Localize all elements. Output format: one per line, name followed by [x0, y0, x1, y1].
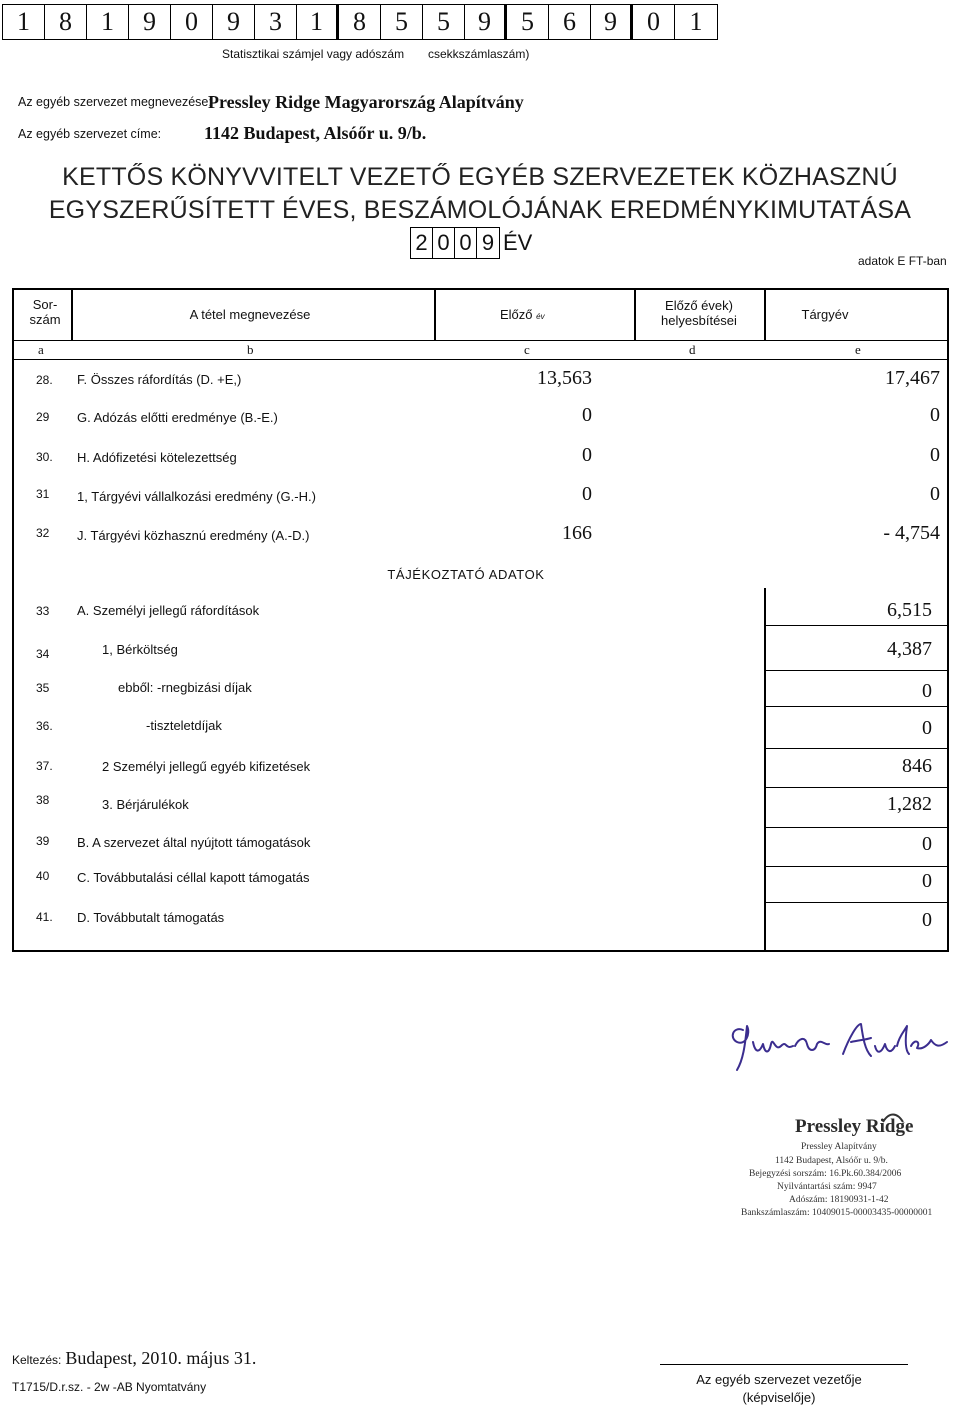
- header-item-name: A tétel megnevezése: [189, 307, 311, 322]
- row-label: G. Adózás előtti eredménye (B.-E.): [77, 410, 278, 425]
- header-sorszam: [20, 297, 70, 327]
- info-row-label: D. Továbbutalt támogatás: [77, 910, 225, 925]
- tax-digit: 6: [549, 5, 591, 39]
- info-row-label: 3. Bérjárulékok: [102, 797, 189, 812]
- year-boxes: [410, 227, 500, 259]
- signature: [725, 1016, 955, 1076]
- info-row-number: 38: [36, 793, 50, 807]
- header-prev-year-1: Előző: [500, 307, 533, 322]
- year-digit: 9: [481, 230, 495, 255]
- year-digit: 0: [455, 228, 477, 258]
- info-row-value: 0: [922, 680, 932, 702]
- column-letter-d: d: [689, 342, 696, 357]
- tax-digit: 0: [171, 5, 213, 39]
- row-number: 30.: [36, 450, 53, 464]
- header-prev-year: [500, 307, 545, 322]
- row-prev-value: 13,563: [537, 367, 592, 389]
- date-line: [12, 1348, 256, 1369]
- header-sorszam-2: szám: [29, 312, 61, 327]
- tax-digit: 9: [213, 5, 255, 39]
- info-row-label: B. A szervezet által nyújtott támogatások: [77, 835, 311, 850]
- section-title: TÁJÉKOZTATÓ ADATOK: [387, 567, 545, 582]
- info-row-value: 1,282: [887, 793, 932, 815]
- year-digit: 0: [433, 228, 455, 258]
- tax-digit: 3: [255, 5, 297, 39]
- column-letter-c: c: [524, 342, 530, 357]
- tax-digit: 8: [339, 5, 381, 39]
- row-number: 29: [36, 410, 50, 424]
- row-current-value: 0: [930, 444, 940, 466]
- info-row-value: 6,515: [887, 599, 932, 621]
- info-row-number: 35: [36, 681, 50, 695]
- row-label: F. Összes ráfordítás (D. +E,): [77, 372, 242, 387]
- info-row-number: 39: [36, 834, 50, 848]
- row-current-value: 17,467: [885, 367, 940, 389]
- info-row-label: ebből: -rnegbizási díjak: [118, 680, 252, 695]
- tax-digit: 5: [423, 5, 465, 39]
- tax-caption-right: csekkszámlaszám): [428, 47, 530, 61]
- signer-subtitle: (képviselője): [742, 1390, 816, 1405]
- row-number: 28.: [36, 373, 53, 387]
- info-row-label: A. Személyi jellegű ráfordítások: [77, 603, 260, 618]
- row-label: H. Adófizetési kötelezettség: [77, 450, 237, 465]
- stamp-line-4: Nyilvántartási szám: 9947: [777, 1182, 877, 1192]
- row-current-value: 0: [930, 404, 940, 426]
- tax-digit: 0: [633, 5, 675, 39]
- tax-number-boxes: [2, 4, 718, 40]
- tax-caption-left: Statisztikai számjel vagy adószám: [222, 47, 405, 61]
- stamp-line-5: Adószám: 18190931-1-42: [789, 1195, 889, 1205]
- stamp-line-2: 1142 Budapest, Alsóőr u. 9/b.: [775, 1156, 888, 1166]
- info-row-number: 41.: [36, 910, 53, 924]
- info-row-label: -tiszteletdíjak: [146, 718, 222, 733]
- unit-note: adatok E FT-ban: [858, 254, 947, 268]
- row-number: 31: [36, 487, 50, 501]
- info-row-number: 37.: [36, 759, 53, 773]
- info-row-value: 0: [922, 833, 932, 855]
- header-adjustments: [634, 298, 764, 328]
- tax-digit: 9: [129, 5, 171, 39]
- tax-digit: 9: [591, 5, 633, 39]
- column-letter-e: e: [855, 342, 861, 357]
- tax-digit: 5: [507, 5, 549, 39]
- info-row-label: C. Továbbutalási céllal kapott támogatás: [77, 870, 310, 885]
- info-row-value: 0: [922, 909, 932, 931]
- stamp-line-6: Bankszámlaszám: 10409015-00003435-00000001: [741, 1208, 933, 1218]
- info-row-value: 0: [922, 870, 932, 892]
- tax-digit: 9: [465, 5, 507, 39]
- title-line-1: KETTŐS KÖNYVVITELT VEZETŐ EGYÉB SZERVEZETEK KÖZHASZNÚ: [62, 163, 898, 191]
- row-prev-value: 0: [582, 404, 592, 426]
- tax-digit: 1: [87, 5, 129, 39]
- tax-digit: 1: [297, 5, 339, 39]
- row-number: 32: [36, 526, 50, 540]
- org-address-value: 1142 Budapest, Alsóőr u. 9/b.: [204, 123, 427, 143]
- header-adjustments-1: Előző évek): [665, 298, 733, 313]
- info-row-number: 34: [36, 647, 50, 661]
- info-row-value: 846: [902, 755, 932, 777]
- tax-digit: 8: [45, 5, 87, 39]
- header-prev-year-2: év: [536, 312, 545, 321]
- stamp-line-3: Bejegyzési sorszám: 16.Pk.60.384/2006: [749, 1169, 902, 1179]
- column-letter-a: a: [38, 342, 44, 357]
- info-row-number: 36.: [36, 719, 53, 733]
- organization-stamp: [735, 1110, 955, 1230]
- year-field: [410, 227, 532, 259]
- row-label: 1, Tárgyévi vállalkozási eredmény (G.-H.): [77, 489, 316, 504]
- column-letter-b: b: [247, 342, 254, 357]
- row-current-value: 0: [930, 483, 940, 505]
- header-current-year: Tárgyév: [801, 307, 849, 322]
- signer-title: Az egyéb szervezet vezetője: [696, 1372, 862, 1387]
- year-suffix: ÉV: [503, 230, 533, 255]
- row-prev-value: 0: [582, 483, 592, 505]
- tax-digit: 1: [3, 5, 45, 39]
- row-prev-value: 0: [582, 444, 592, 466]
- info-row-value: 4,387: [887, 638, 932, 660]
- org-address-label: Az egyéb szervezet címe:: [18, 127, 162, 141]
- header-adjustments-2: helyesbítései: [661, 313, 737, 328]
- row-label: J. Tárgyévi közhasznú eredmény (A.-D.): [77, 528, 310, 543]
- stamp-logo-icon: [881, 1110, 905, 1124]
- info-row-label: 2 Személyi jellegű egyéb kifizetések: [102, 759, 311, 774]
- info-row-number: 33: [36, 604, 50, 618]
- year-digit: 2: [411, 228, 433, 258]
- tax-digit: 1: [689, 7, 703, 36]
- header-sorszam-1: Sor-: [32, 297, 58, 312]
- form-code: T1715/D.r.sz. - 2w -AB Nyomtatvány: [12, 1380, 207, 1394]
- stamp-brand: Pressley Ridge: [795, 1116, 914, 1137]
- date-label: Keltezés:: [12, 1353, 62, 1367]
- signature-line: [660, 1364, 908, 1365]
- row-current-value: - 4,754: [883, 522, 940, 544]
- info-row-number: 40: [36, 869, 50, 883]
- info-row-value: 0: [922, 717, 932, 739]
- info-row-label: 1, Bérköltség: [102, 642, 178, 657]
- tax-digit: 5: [381, 5, 423, 39]
- org-name-value: Pressley Ridge Magyarország Alapítvány: [208, 92, 524, 112]
- date-value: Budapest, 2010. május 31.: [65, 1348, 257, 1368]
- row-prev-value: 166: [562, 522, 592, 544]
- org-name-label: Az egyéb szervezet megnevezése:: [18, 95, 212, 109]
- title-line-2: EGYSZERŰSÍTETT ÉVES, BESZÁMOLÓJÁNAK EREDMÉNYKIMUTATÁSA: [48, 196, 912, 224]
- stamp-line-1: Pressley Alapítvány: [801, 1142, 877, 1152]
